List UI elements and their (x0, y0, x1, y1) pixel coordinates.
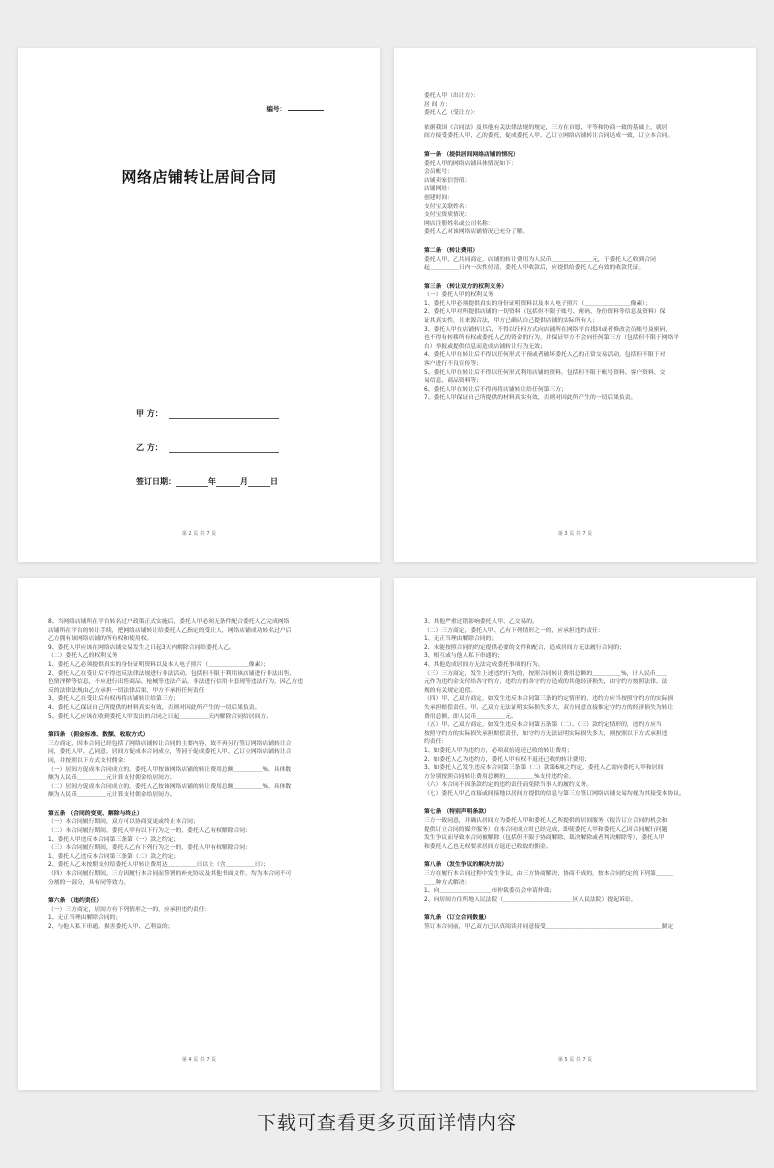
body-line: 4、其他造成居间方无法完成委托事项的行为。 (424, 661, 544, 668)
body-line: 分割的一部分，具有同等效力。 (48, 879, 130, 886)
body-line: 店铺卖家信誉值： (424, 177, 471, 184)
paragraph-gap (48, 721, 362, 727)
day-line (248, 486, 270, 487)
page-5 (394, 578, 756, 1090)
body-line: 8、当网络店铺所在平台转名过户政策正式实施后，委托人甲必须无条件配合委托人乙完成网络 (48, 619, 290, 625)
body-line: 依据我国《合同法》及其他有关法律法规的规定，三方在自愿、平等和协商一致的基础上，就居 (424, 124, 668, 131)
body-line: 三方商定，因本合同已经包括了网络店铺转让合同的主要内容，故不再另行签订网络店铺转让合 (48, 740, 292, 747)
body-line: 签订本合同前，甲乙双方已认真阅读并同意接受＿＿＿＿＿＿＿＿＿＿＿＿＿＿＿＿＿＿＿＿制定 (424, 924, 674, 930)
body-line: 按照守约方的实际损失承担赔偿责任，如守约方无法证明实际损失多大，则按照以下方式承担违 (424, 730, 668, 737)
paragraph-gap (424, 141, 738, 147)
body-line: 1、委托人乙必须提供真实的身份证明资料以及本人电子照片（＿＿＿＿＿＿＿像素）； (48, 661, 270, 668)
body-line: 委托人乙（受让方）： (424, 110, 480, 117)
section-heading: 第五条 （合同的变更、解除与终止） (48, 810, 143, 817)
party-a-row (136, 408, 279, 419)
body-line: （二）委托人乙的权利义务 (48, 653, 118, 660)
body-line: 2、如委托人乙为违约方，委托人甲有权不退还已收的转让费用； (424, 756, 591, 763)
body-line: 同，委托人甲、乙同意，居间方促成本合同成立，等同于促成委托人甲、乙订立网络店铺转让合 (48, 749, 292, 756)
body-line: （四）甲、乙双方商定，如发生违反本合同第三条的约定情形的，违约方应当按照守约方的实际损 (424, 696, 674, 703)
body-line: 方分别按照合同转让费用总额的＿＿＿＿＿%支付违约金。 (424, 773, 575, 780)
body-line: 2、与他人私下串通，损害委托人甲、乙利益的； (48, 924, 174, 930)
paragraph-gap (48, 887, 362, 893)
body-line: （二）本合同履行期间，委托人甲有以下行为之一的，委托人乙有权解除合同： (48, 828, 251, 835)
party-b-row (136, 442, 279, 453)
section-heading: 第七条 （特别声明条款） (424, 809, 490, 816)
body-line: （四）本合同履行期间，三方因履行本合同而签署的补充协议及其他书面文件，均为本合同不可 (48, 871, 292, 878)
body-line: 同，并按照以下方式支付佣金： (48, 757, 130, 764)
body-line: 1、委托人乙违反本合同第三条第（二）款之约定； (48, 853, 180, 860)
body-line: 网店注册姓名或公司名称： (424, 220, 494, 227)
body-line: 1、委托人甲违反本合同第三条第（一）款之约定； (48, 836, 180, 843)
month-label: 月 (240, 477, 248, 486)
body-line: （五）甲、乙双方商定，如发生违反本合同第五条第（二）、（三）款约定情形的，违约方应当 (424, 722, 662, 729)
page-footer: 第 2 页 共 7 页 (181, 531, 217, 537)
body-line: 委托人甲、乙共同商定，店铺的转让费用为人民币＿＿＿＿＿＿＿元，于委托人乙收到合同 (424, 256, 656, 263)
page-3-body (424, 92, 738, 403)
party-a-label: 甲 方： (136, 409, 163, 418)
body-line: 额为人民币＿＿＿＿＿元计算支付佣金给居间方。 (48, 775, 176, 782)
body-line: 易信息、商品资料等； (424, 378, 482, 385)
party-b-line (169, 452, 279, 453)
body-line: （一）委托人甲的权利义务 (424, 292, 494, 299)
body-line: 委托人甲的网络店铺具体情况如下： (424, 160, 517, 167)
section-heading: 第一条 （提供居间网络店铺的情况） (424, 151, 519, 158)
body-line: （六）本合同不因条款约定的违约责任而免除当事人的履约义务。 (424, 782, 593, 789)
body-line: 台）举报或提供信息而造成店铺转让行为无效； (424, 343, 546, 350)
body-line: 规的有关规定追偿。 (424, 687, 477, 694)
body-line: （七）委托人甲乙直接或间接地以居间方提供的信息与第三方签订网络店铺交易均视为其接受本协议。 (424, 790, 685, 797)
serial-label: 编号： (266, 105, 286, 113)
page-4-body (48, 618, 362, 932)
body-line: 创建时间： (424, 194, 453, 201)
body-line: 1、如委托人甲为违约方，必须双倍返还已收的转让费用； (424, 747, 573, 754)
section-heading: 第八条 （发生争议的解决方法） (424, 862, 508, 869)
body-line: 支付宝资质情况： (424, 212, 471, 219)
body-line: 6、委托人甲在转让后不得再将店铺转让给任何第三方； (424, 386, 567, 393)
body-line: 反的法律法规由乙方承担一切法律后果，甲方不承担任何责任 (48, 687, 205, 694)
body-line: 客户进行不良宣传等； (424, 361, 482, 368)
body-line: （二）三方商定，委托人甲、乙有下列情形之一的，应承担违约责任： (424, 627, 604, 634)
body-line: （一）本合同履行期间，双方可以协商变更或终止本合同； (48, 819, 199, 826)
page-footer: 第 4 页 共 7 页 (181, 1057, 217, 1063)
body-line: 店铺所在平台的转让手续，把网络店铺转让给委托人乙指定的受让人，网络店铺成功转名过户后 (48, 627, 292, 634)
section-heading: 第二条 （转让费用） (424, 247, 479, 254)
body-line: 5、委托人乙应该在收到委托人甲发出的合同之日起＿＿＿＿＿天内解除合同给居间方。 (48, 713, 272, 720)
serial-number (267, 104, 325, 113)
year-line (176, 486, 208, 487)
body-line: 3、如委托人乙发生违反本合同第三条第（二）款第6项之约定，委托人乙需向委托人甲和居间 (424, 765, 664, 772)
paragraph-gap (424, 237, 738, 243)
body-line: 色情淫秽等信息，不应进行出售商品、枪械等违法产品，非法进行信用卡套现等违法行为，因乙方违 (48, 679, 304, 686)
body-line: （三）本合同履行期间，委托人乙有下列行为之一的，委托人甲有权解除合同： (48, 845, 251, 852)
body-line: 店铺网址： (424, 186, 453, 193)
section-heading: 第九条 （订立合同数量） (424, 915, 490, 922)
body-line: （二）居间方促成本合同成立的，委托人乙按该网络店铺的转让费用总额＿＿＿＿＿%，具体数 (48, 783, 292, 790)
body-line: 支付宝关联姓名： (424, 203, 471, 210)
body-line: 提供订立合同的媒介服务）在本合同成立时已经完成，即使委托人甲和委托人乙因合同履行问题 (424, 826, 668, 833)
body-line: （一）三方商定，居间方有下列情形之一的，应承担违约责任： (48, 906, 211, 913)
watermark (81, 470, 96, 496)
body-line: 3、其他严重过错影响委托人甲、乙交易的。 (424, 619, 538, 625)
paragraph-gap (424, 851, 738, 857)
body-line: 9、委托人甲应该在网络店铺交易发生之日起3天内解除合同给委托人乙。 (48, 644, 236, 651)
contract-title: 网络店铺转让居间合同 (121, 168, 277, 186)
body-line: 居 间 方： (424, 101, 451, 108)
body-line: ＿＿种方式解决： (424, 879, 471, 886)
body-line: 1、无正当理由解除合同的； (424, 636, 498, 643)
body-line: 3、委托人乙在受让后有权再将店铺转让给第三方； (48, 696, 180, 703)
body-line: 也不得有转移所有权或委托人乙的资金的行为，并保证甲方不会向任何第三方（包括但不限于网络平 (424, 335, 680, 342)
body-line: 委托人甲（出让方）： (424, 93, 480, 99)
serial-line (288, 110, 324, 111)
body-line: 2、未能按照合同的约定提供必要的文件和配合，造成居间方无法履行合同的； (424, 644, 625, 651)
body-line: 1、向＿＿＿＿＿＿＿＿＿市仲裁委员会申请仲裁； (424, 888, 556, 895)
body-line: 证其真实性，且来源合法，甲方已确认自己提供店铺的实际所有人； (424, 318, 598, 325)
body-line: （一）居间方促成本合同成立的，委托人甲按该网络店铺的转让费用总额＿＿＿＿＿%，具体数 (48, 766, 292, 773)
body-line: 会员帐号： (424, 169, 453, 176)
body-line: 5、委托人甲在转让后不得以任何形式利用店铺的资料，包括但不限于帐号资料、客户资料、交 (424, 369, 666, 376)
paragraph-gap (424, 273, 738, 279)
body-line: 4、委托人乙保证自己所提供的材料真实有效，否则对因此所产生的一切后果负责。 (48, 704, 261, 711)
paragraph-gap (48, 800, 362, 806)
body-line: 失承担赔偿责任。甲、乙双方无法证明实际损失多大，双方同意直接推定守约方的经济损失为转让 (424, 704, 674, 711)
body-line: 2、委托人乙在受让后不得违反法律法规进行非法活动，包括但不限于利用该店铺进行非法出售、 (48, 670, 296, 677)
section-heading: 第三条 （转让双方的权利义务） (424, 283, 508, 290)
sign-date-row (136, 476, 278, 487)
body-line: 三方在履行本合同过程中发生争议，由三方协商解决，协商不成的，按本合同约定的下列第＿＿＿ (424, 871, 674, 878)
body-line: 额为人民币＿＿＿＿＿元计算支付佣金给居间方。 (48, 792, 176, 799)
body-line: （三）三方商定，发生上述违约行为的，按照合同转让费用总额的＿＿＿＿＿%，计人民币＿＿ (424, 670, 668, 677)
page-footer: 第 5 页 共 7 页 (557, 1057, 593, 1063)
page-3 (394, 48, 756, 562)
page-2 (18, 48, 380, 562)
party-b-label: 乙 方： (136, 443, 163, 452)
body-line: 7、委托人甲保证自己所提供的材料真实有效，否则对因此所产生的一切后果负责。 (424, 395, 637, 402)
body-line: 和委托人乙也无权要求居间方退还已收取的佣金。 (424, 843, 552, 850)
page-footer: 第 3 页 共 7 页 (557, 531, 593, 537)
section-heading: 第四条 （佣金标准、数额、收取方式） (48, 732, 149, 739)
body-line: 1、委托人甲必须提供真实的身份证明资料以及本人电子照片（＿＿＿＿＿＿＿＿像素）； (424, 300, 651, 307)
body-line: 3、相互或与他人私下串通的； (424, 653, 504, 660)
body-line: 乙方拥有该网络店铺的所有权和使用权。 (48, 636, 153, 643)
paragraph-gap (424, 798, 738, 804)
year-label: 年 (208, 477, 216, 486)
page-4 (18, 578, 380, 1090)
page-5-body (424, 618, 738, 932)
body-line: 元作为违约金支付给各守约方，违约方的各守约方造成的其他经济损失，由守约方按照法律、法 (424, 679, 668, 686)
party-a-line (169, 418, 279, 419)
body-line: 起＿＿＿＿＿日内一次性付清，委托人甲收款后，应提供给委托人乙有效的收款凭证。 (424, 265, 645, 272)
sign-date-label: 签订日期： (136, 477, 176, 486)
body-line: 1、无正当理由解除合同的； (48, 915, 122, 922)
body-line: 委托人乙对该网络店铺情况已充分了解。 (424, 229, 529, 236)
body-line: 间方接受委托人甲、乙的委托，促成委托人甲、乙订立网络店铺转让合同达成一致，订立本合同。 (424, 133, 674, 140)
paragraph-gap (424, 904, 738, 910)
body-line: 2、委托人甲对所提供店铺的一切资料（包括但不限于账号、密码、身份资料等信息及资料）保 (424, 309, 666, 316)
body-line: 3、委托人甲在店铺转让后，不得以任何方式向店铺所在网络平台找回或者修改会员帐号及密码， (424, 326, 672, 333)
body-line: 费用总额，即人民币＿＿＿＿＿元。 (424, 713, 517, 720)
body-line: 约责任： (424, 739, 448, 746)
body-line: 发生争议而导致本合同被解除（包括但不限于协商解除、裁决解除或者判决解除等），委托人甲 (424, 835, 665, 842)
month-line (216, 486, 240, 487)
download-caption: 下载可查看更多页面详情内容 (256, 1112, 517, 1134)
body-line: 4、委托人甲在转让后不得以任何形式干预或者破坏委托人乙的正常交易活动，包括但不限于对 (424, 352, 666, 359)
body-line: 2、向居间方住所地人民法院（＿＿＿＿＿＿＿＿＿＿＿＿区人民法院）提起诉讼。 (424, 896, 637, 903)
body-line: 2、委托人乙未按期支付给委托人甲转让费用达＿＿＿＿＿日以上（含＿＿＿＿＿日）； (48, 862, 270, 869)
day-label: 日 (270, 477, 278, 486)
body-line: 三方一致同意，并确认居间方为委托人甲和委托人乙所提供的居间服务（报告订立合同的机会和 (424, 818, 668, 825)
section-heading: 第六条 （违约责任） (48, 898, 103, 905)
